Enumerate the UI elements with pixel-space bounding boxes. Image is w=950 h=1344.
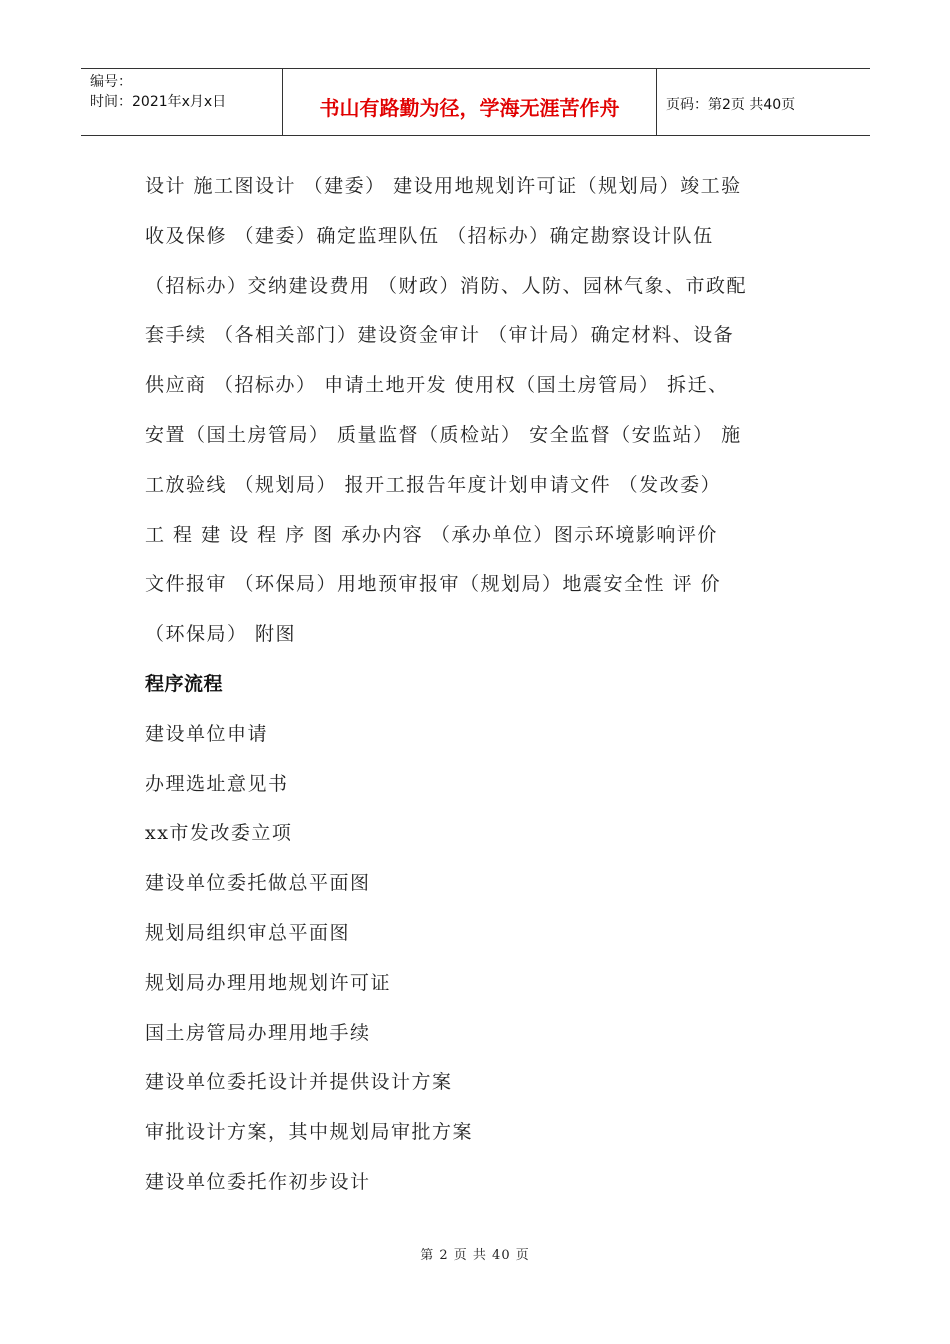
- process-step: 规划局办理用地规划许可证: [145, 971, 392, 994]
- process-step: 建设单位委托做总平面图: [145, 872, 371, 895]
- process-step: 国土房管局办理用地手续: [145, 1021, 371, 1044]
- body-line: 安置（国土房管局） 质量监督（质检站） 安全监督（安监站） 施: [145, 423, 742, 446]
- header-page-code: 页码：第2页 共40页: [666, 97, 796, 113]
- page-footer: [0, 1244, 950, 1263]
- body-line: （环保局） 附图: [145, 623, 297, 646]
- page-header: [81, 68, 870, 136]
- document-time-label: 时间：2021年x月x日: [90, 94, 227, 110]
- header-motto: 书山有路勤为径，学海无涯苦作舟: [319, 95, 620, 120]
- section-heading: 程序流程: [145, 672, 224, 695]
- body-line: 供应商 （招标办） 申请土地开发 使用权（国土房管局） 拆迁、: [145, 374, 729, 397]
- process-step: 建设单位申请: [145, 722, 269, 745]
- process-step: 建设单位委托设计并提供设计方案: [145, 1071, 453, 1094]
- footer-page-number: 第 2 页 共 40 页: [420, 1248, 530, 1263]
- process-step: xx市发改委立项: [145, 822, 293, 845]
- header-motto-cell: [283, 69, 657, 135]
- process-step: 审批设计方案，其中规划局审批方案: [145, 1121, 474, 1144]
- header-meta-cell: [81, 69, 283, 135]
- process-step: 建设单位委托作初步设计: [145, 1170, 371, 1193]
- body-line: 文件报审 （环保局）用地预审报审（规划局）地震安全性 评 价: [145, 573, 722, 596]
- body-line: 工放验线 （规划局） 报开工报告年度计划申请文件 （发改委）: [145, 473, 722, 496]
- document-number-label: 编号：: [90, 74, 132, 90]
- body-line: （招标办）交纳建设费用 （财政）消防、人防、园林气象、市政配: [145, 274, 748, 297]
- process-step: 规划局组织审总平面图: [145, 921, 351, 944]
- body-line: 套手续 （各相关部门）建设资金审计 （审计局）确定材料、设备: [145, 324, 735, 347]
- body-line: 工 程 建 设 程 序 图 承办内容 （承办单位）图示环境影响评价: [145, 523, 718, 546]
- body-line: 设计 施工图设计 （建委） 建设用地规划许可证（规划局）竣工验: [145, 175, 742, 197]
- document-body: [145, 162, 815, 1208]
- header-page-cell: [657, 69, 870, 135]
- body-line: 收及保修 （建委）确定监理队伍 （招标办）确定勘察设计队伍: [145, 224, 714, 247]
- process-step: 办理选址意见书: [145, 772, 289, 795]
